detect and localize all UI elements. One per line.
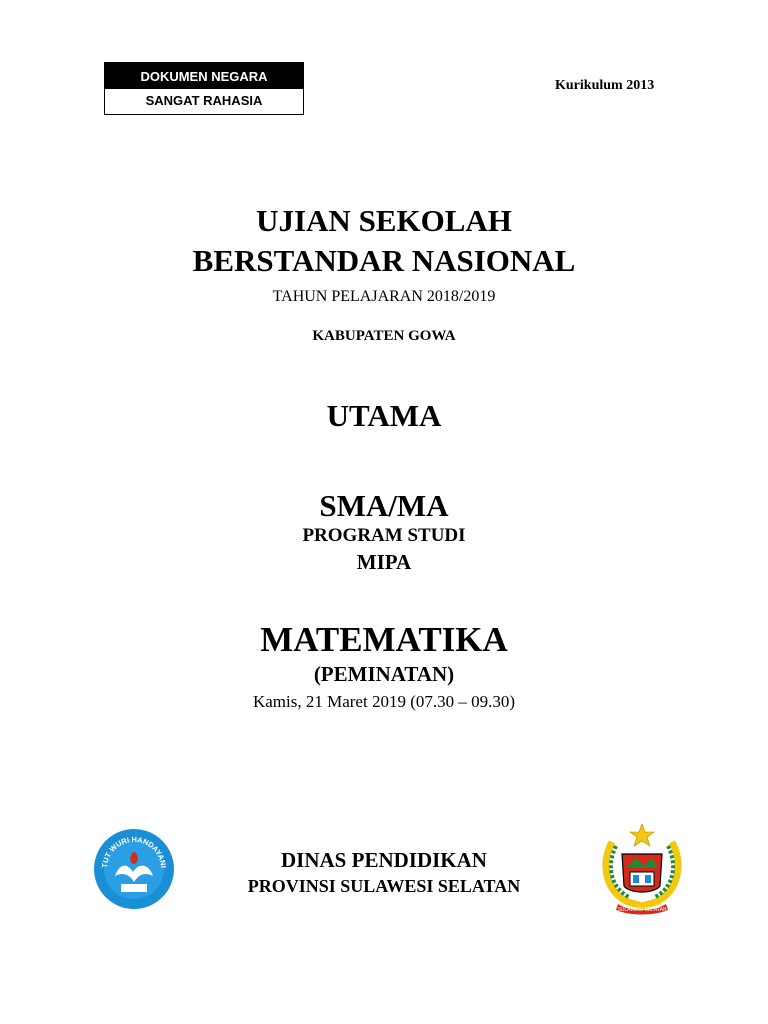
program-label: PROGRAM STUDI: [302, 525, 466, 546]
classification-line2: SANGAT RAHASIA: [145, 93, 263, 108]
subject-type: (PEMINATAN): [313, 662, 455, 686]
academic-year: TAHUN PELAJARAN 2018/2019: [272, 288, 496, 305]
classification-line1: DOKUMEN NEGARA: [105, 63, 303, 89]
agency-name: DINAS PENDIDIKAN: [281, 848, 487, 872]
subject-title: MATEMATIKA: [260, 620, 508, 659]
emblem-ribbon-text: SULAWESI SELATAN: [617, 907, 667, 913]
exam-schedule: Kamis, 21 Maret 2019 (07.30 – 09.30): [252, 692, 516, 711]
tut-wuri-logo-text: TUT WURI HANDAYANI: [99, 834, 168, 869]
province-name: PROVINSI SULAWESI SELATAN: [247, 876, 521, 896]
curriculum-label: Kurikulum 2013: [555, 78, 655, 93]
title-line2: BERSTANDAR NASIONAL: [192, 243, 576, 278]
regency: KABUPATEN GOWA: [312, 328, 456, 344]
classification-box: [104, 62, 304, 115]
sulawesi-selatan-emblem: [596, 822, 688, 916]
title-line1: UJIAN SEKOLAH: [256, 203, 512, 238]
program-name: MIPA: [356, 550, 412, 574]
school-level: SMA/MA: [319, 488, 449, 523]
tut-wuri-handayani-logo: [93, 828, 175, 910]
package-label: UTAMA: [326, 398, 442, 433]
